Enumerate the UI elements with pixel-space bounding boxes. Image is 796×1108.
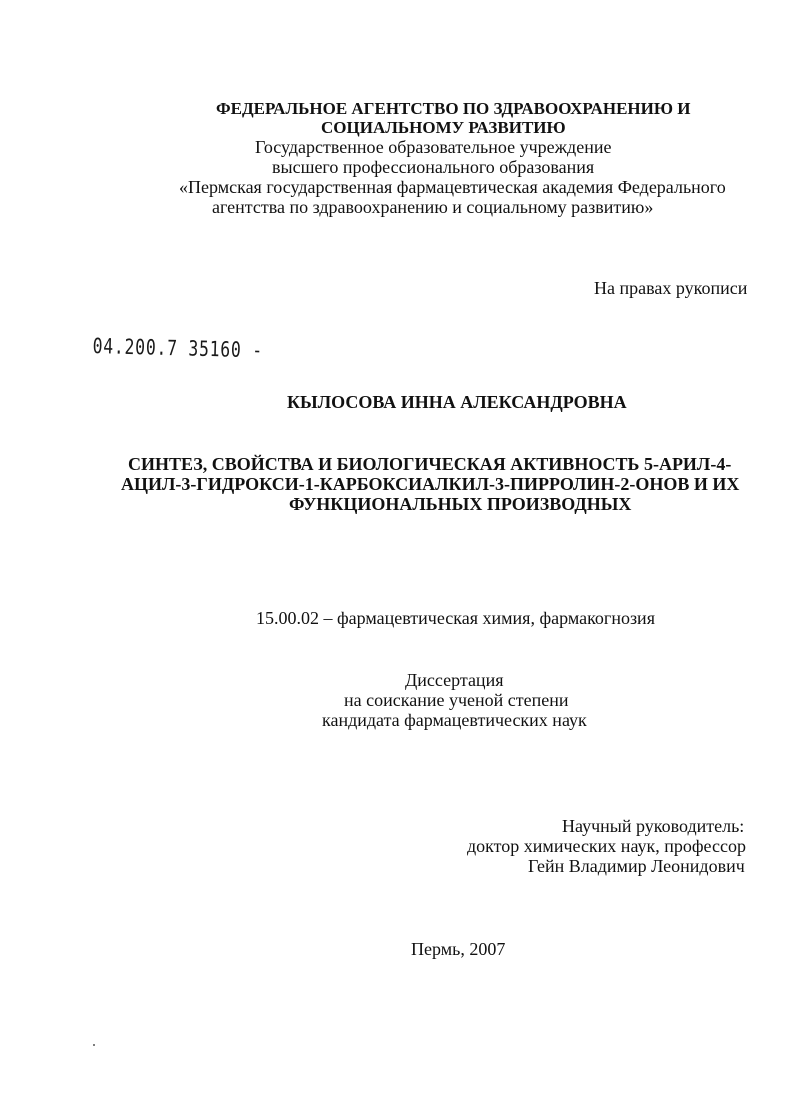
title-line-2: АЦИЛ-3-ГИДРОКСИ-1-КАРБОКСИАЛКИЛ-3-ПИРРОЛИН-2-ОНОВ И ИХ xyxy=(121,474,740,494)
registry-stamp: 04.200.7 35160 - xyxy=(92,334,264,363)
degree-sought: на соискание ученой степени xyxy=(344,690,569,710)
supervisor-label: Научный руководитель: xyxy=(562,816,745,836)
place-year: Пермь, 2007 xyxy=(411,939,506,959)
institution-line-1: Государственное образовательное учреждение xyxy=(255,137,612,157)
academy-line-2: агентства по здравоохранению и социальному развитию» xyxy=(212,197,654,217)
scan-speck xyxy=(93,1044,95,1046)
institution-line-2: высшего профессионального образования xyxy=(272,157,595,177)
title-line-3: ФУНКЦИОНАЛЬНЫХ ПРОИЗВОДНЫХ xyxy=(289,494,632,514)
dissertation-label: Диссертация xyxy=(405,670,504,690)
author-name: КЫЛОСОВА ИННА АЛЕКСАНДРОВНА xyxy=(287,392,627,412)
agency-line-1: ФЕДЕРАЛЬНОЕ АГЕНТСТВО ПО ЗДРАВООХРАНЕНИЮ И xyxy=(216,99,691,118)
specialty: 15.00.02 – фармацевтическая химия, фармакогнозия xyxy=(256,608,655,628)
title-line-1: СИНТЕЗ, СВОЙСТВА И БИОЛОГИЧЕСКАЯ АКТИВНОСТЬ 5-АРИЛ-4- xyxy=(128,454,732,474)
supervisor-degree: доктор химических наук, профессор xyxy=(467,836,746,856)
rights-note: На правах рукописи xyxy=(594,278,748,298)
academy-line-1: «Пермская государственная фармацевтическая академия Федерального xyxy=(179,177,726,197)
supervisor-name: Гейн Владимир Леонидович xyxy=(528,856,745,876)
agency-line-2: СОЦИАЛЬНОМУ РАЗВИТИЮ xyxy=(321,118,566,137)
degree-field: кандидата фармацевтических наук xyxy=(322,710,587,730)
